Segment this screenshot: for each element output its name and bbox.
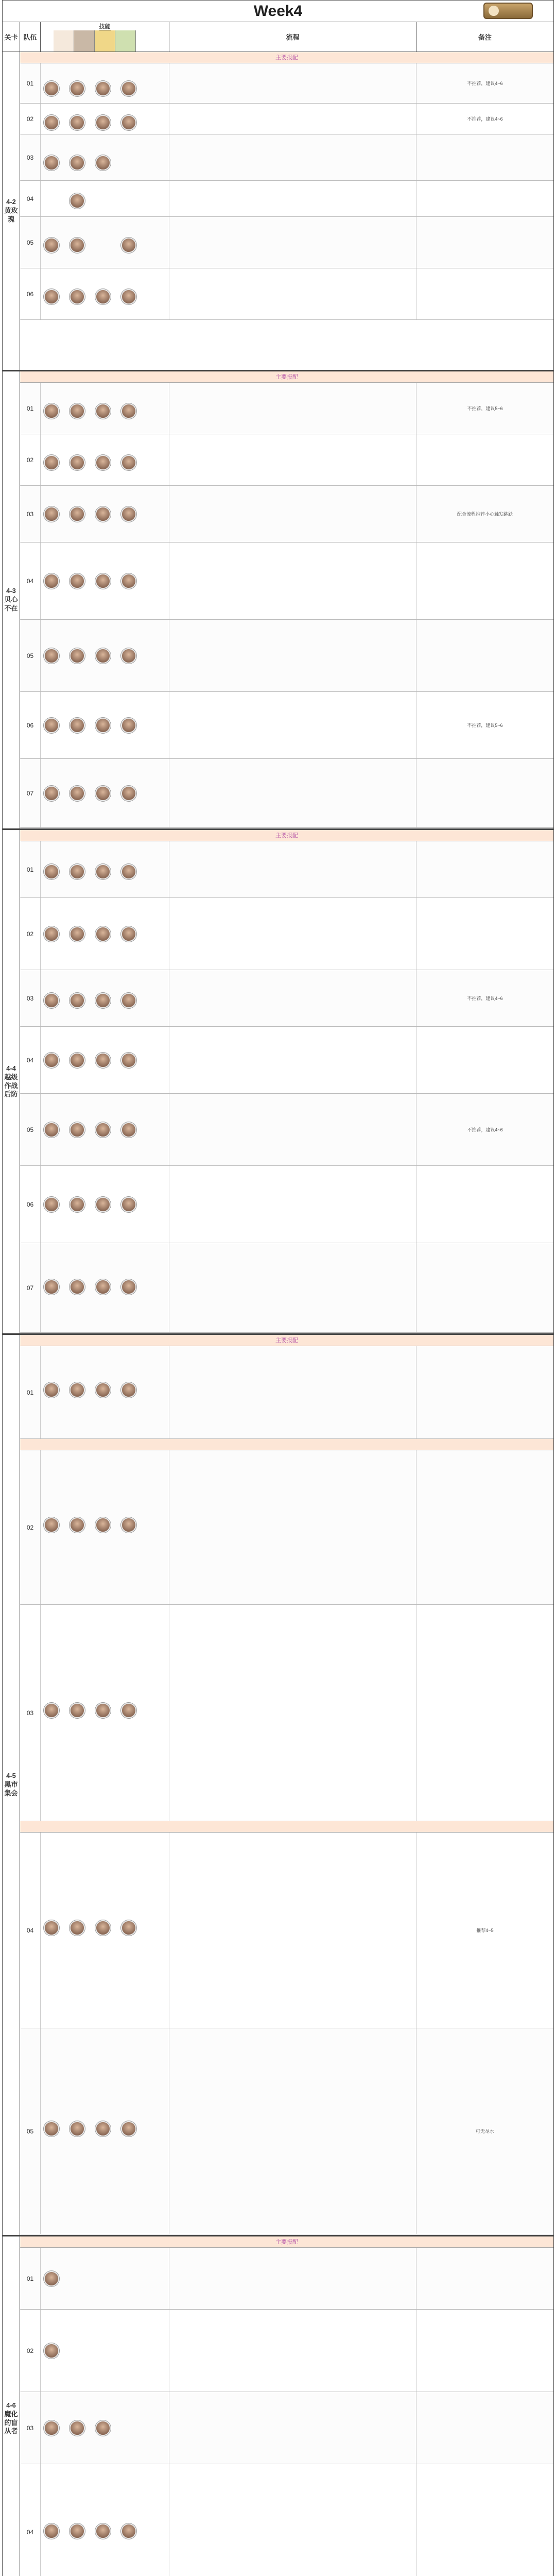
avatar	[121, 926, 136, 942]
row-number: 05	[20, 217, 41, 268]
avatar	[70, 81, 85, 96]
header-flow: 流程	[169, 22, 416, 52]
avatar	[70, 1703, 85, 1718]
team-slot	[41, 2248, 169, 2309]
trait-icon-1	[54, 30, 74, 52]
flow-text	[169, 2028, 416, 2234]
team-slot	[41, 692, 169, 758]
trait-icon-3	[95, 30, 115, 52]
row-note	[416, 2248, 553, 2309]
row-note	[416, 841, 553, 897]
avatar	[95, 289, 111, 304]
flow-text	[169, 692, 416, 758]
team-slot	[41, 181, 169, 216]
page	[2, 0, 554, 2576]
section-name: 4-4 越级作战后防	[3, 830, 20, 1333]
avatar	[121, 115, 136, 130]
row-note	[416, 268, 553, 319]
team-slot	[41, 2028, 169, 2234]
header-notes: 备注	[478, 33, 492, 41]
team-slot	[41, 2310, 169, 2392]
section-banner: 主要报配	[20, 2236, 553, 2248]
row-note	[416, 1450, 553, 1604]
avatar	[44, 718, 59, 733]
avatar	[121, 238, 136, 253]
avatar	[44, 2420, 59, 2436]
section-4-6	[3, 2236, 553, 2576]
team-slot	[41, 620, 169, 691]
avatar	[70, 1517, 85, 1533]
avatar	[70, 289, 85, 304]
avatar	[95, 926, 111, 942]
flow-text	[169, 2464, 416, 2576]
avatar	[44, 238, 59, 253]
row-number: 02	[20, 1450, 41, 1604]
row-note	[416, 620, 553, 691]
avatar	[44, 2271, 59, 2286]
flow-text	[169, 1346, 416, 1438]
avatar	[44, 506, 59, 522]
avatar	[121, 2121, 136, 2137]
avatar	[44, 926, 59, 942]
avatar	[70, 718, 85, 733]
row-note	[416, 1243, 553, 1332]
flow-text	[169, 1094, 416, 1165]
row-number: 02	[20, 898, 41, 970]
avatar	[95, 2420, 111, 2436]
team-slot	[41, 268, 169, 319]
avatar	[70, 573, 85, 589]
flow-text	[169, 1605, 416, 1821]
flow-text	[169, 620, 416, 691]
row-note	[416, 759, 553, 827]
avatar	[95, 1703, 111, 1718]
avatar	[95, 648, 111, 664]
game-logo-icon	[483, 3, 533, 19]
team-slot	[41, 543, 169, 619]
avatar	[44, 289, 59, 304]
list-item[interactable]	[20, 1346, 553, 1439]
section-sub-banner	[20, 1821, 553, 1833]
row-number: 03	[20, 134, 41, 180]
team-slot	[41, 104, 169, 134]
avatar	[44, 2343, 59, 2359]
avatar	[70, 2121, 85, 2137]
row-number: 03	[20, 970, 41, 1026]
avatar	[44, 1122, 59, 1138]
avatar	[121, 864, 136, 879]
avatar	[44, 403, 59, 419]
list-item[interactable]	[20, 63, 553, 104]
avatar	[70, 648, 85, 664]
list-item[interactable]	[20, 2464, 553, 2576]
list-item[interactable]	[20, 1833, 553, 2028]
list-item[interactable]	[20, 1094, 553, 1166]
section-name: 4-5 黑市集会	[3, 1335, 20, 2235]
row-number: 07	[20, 759, 41, 827]
avatar	[44, 1382, 59, 1398]
avatar	[44, 155, 59, 171]
avatar	[95, 1382, 111, 1398]
avatar	[70, 1279, 85, 1295]
list-item[interactable]	[20, 841, 553, 898]
trait-icon-4	[115, 30, 136, 52]
list-item[interactable]	[20, 692, 553, 759]
avatar	[121, 1517, 136, 1533]
flow-text	[169, 2310, 416, 2392]
avatar	[95, 993, 111, 1008]
row-number: 01	[20, 63, 41, 103]
team-slot	[41, 217, 169, 268]
team-slot	[41, 1094, 169, 1165]
avatar	[95, 81, 111, 96]
avatar	[70, 506, 85, 522]
row-note: 配合流程推荐小心触发跳跃	[457, 512, 513, 517]
list-item[interactable]	[20, 434, 553, 486]
list-item[interactable]	[20, 217, 553, 268]
team-slot	[41, 434, 169, 485]
avatar	[44, 1703, 59, 1718]
row-number: 04	[20, 1833, 41, 2028]
row-note	[416, 1605, 553, 1821]
flow-text	[169, 841, 416, 897]
row-note	[416, 2464, 553, 2576]
avatar	[44, 993, 59, 1008]
section-name: 4-6 魔化的盲从者	[3, 2236, 20, 2576]
flow-text	[169, 1833, 416, 2028]
list-item[interactable]	[20, 104, 553, 134]
flow-text	[169, 759, 416, 827]
avatar	[121, 289, 136, 304]
row-number: 06	[20, 268, 41, 319]
avatar	[95, 573, 111, 589]
row-note	[416, 1027, 553, 1093]
page-title: Week4	[253, 2, 303, 20]
avatar	[95, 455, 111, 470]
list-item[interactable]	[20, 1027, 553, 1094]
flow-text	[169, 1450, 416, 1604]
trait-icon-row	[54, 30, 157, 52]
flow-text	[169, 434, 416, 485]
list-item[interactable]	[20, 268, 553, 320]
avatar	[44, 1053, 59, 1068]
avatar	[44, 1920, 59, 1936]
list-item[interactable]	[20, 970, 553, 1027]
avatar	[121, 1197, 136, 1212]
avatar	[70, 1382, 85, 1398]
avatar	[95, 1122, 111, 1138]
row-note: 推荐4~5	[476, 1928, 494, 1933]
avatar	[70, 926, 85, 942]
avatar	[70, 155, 85, 171]
row-number: 05	[20, 620, 41, 691]
avatar	[95, 1920, 111, 1936]
row-note	[416, 2392, 553, 2464]
avatar	[70, 1920, 85, 1936]
avatar	[70, 455, 85, 470]
avatar	[95, 1053, 111, 1068]
avatar	[121, 573, 136, 589]
avatar	[44, 786, 59, 801]
row-number: 06	[20, 692, 41, 758]
flow-text	[169, 134, 416, 180]
avatar	[121, 718, 136, 733]
flow-text	[169, 970, 416, 1026]
flow-text	[169, 2392, 416, 2464]
section-name: 4-2 黄玫瑰	[3, 52, 20, 370]
row-number: 03	[20, 486, 41, 542]
avatar	[70, 2523, 85, 2539]
avatar	[70, 1053, 85, 1068]
team-slot	[41, 759, 169, 827]
row-note	[416, 181, 553, 216]
avatar	[44, 81, 59, 96]
avatar	[121, 648, 136, 664]
row-number: 02	[20, 2310, 41, 2392]
avatar	[44, 573, 59, 589]
avatar	[121, 81, 136, 96]
row-note: 不推荐，建议5~6	[467, 723, 503, 728]
avatar	[95, 1517, 111, 1533]
avatar	[44, 115, 59, 130]
avatar	[121, 455, 136, 470]
team-slot	[41, 486, 169, 542]
avatar	[44, 1517, 59, 1533]
list-item[interactable]	[20, 759, 553, 828]
title-bar	[3, 1, 553, 22]
avatar	[44, 648, 59, 664]
row-number: 01	[20, 383, 41, 434]
list-item[interactable]	[20, 2392, 553, 2464]
avatar	[95, 2121, 111, 2137]
section-banner: 主要报配	[20, 1335, 553, 1346]
row-number: 06	[20, 1166, 41, 1243]
avatar	[95, 403, 111, 419]
flow-text	[169, 486, 416, 542]
flow-text	[169, 181, 416, 216]
list-item[interactable]	[20, 2310, 553, 2392]
list-item[interactable]	[20, 383, 553, 434]
avatar	[121, 2523, 136, 2539]
avatar	[95, 786, 111, 801]
list-item[interactable]	[20, 1450, 553, 1605]
flow-text	[169, 217, 416, 268]
row-number: 04	[20, 1027, 41, 1093]
row-number: 01	[20, 2248, 41, 2309]
trait-icon-2	[74, 30, 95, 52]
team-slot	[41, 1346, 169, 1438]
team-slot	[41, 1605, 169, 1821]
avatar	[70, 115, 85, 130]
section-4-3	[3, 371, 553, 830]
avatar	[121, 993, 136, 1008]
flow-text	[169, 383, 416, 434]
avatar	[70, 786, 85, 801]
avatar	[44, 1279, 59, 1295]
avatar	[95, 2523, 111, 2539]
avatar	[121, 403, 136, 419]
avatar	[95, 506, 111, 522]
list-item[interactable]	[20, 134, 553, 181]
team-slot	[41, 63, 169, 103]
row-number: 01	[20, 1346, 41, 1438]
avatar	[44, 455, 59, 470]
section-name: 4-3 贝心不在	[3, 371, 20, 828]
avatar	[70, 1197, 85, 1212]
team-slot	[41, 383, 169, 434]
avatar	[121, 506, 136, 522]
row-number: 04	[20, 2464, 41, 2576]
flow-text	[169, 543, 416, 619]
list-item[interactable]	[20, 898, 553, 970]
trait-icon-spacer	[136, 30, 157, 52]
avatar	[70, 993, 85, 1008]
avatar	[121, 1122, 136, 1138]
team-slot	[41, 970, 169, 1026]
avatar	[70, 864, 85, 879]
row-number: 04	[20, 543, 41, 619]
table-header	[3, 22, 553, 52]
section-4-5	[3, 1335, 553, 2236]
avatar	[95, 1197, 111, 1212]
avatar	[44, 1197, 59, 1212]
team-slot	[41, 134, 169, 180]
team-slot	[41, 1166, 169, 1243]
avatar	[121, 1703, 136, 1718]
list-item[interactable]	[20, 1605, 553, 1821]
list-item[interactable]	[20, 2028, 553, 2234]
avatar	[70, 238, 85, 253]
list-item[interactable]	[20, 2248, 553, 2310]
section-4-2	[3, 52, 553, 371]
list-item[interactable]	[20, 1166, 553, 1243]
section-banner: 主要报配	[20, 52, 553, 63]
list-item[interactable]	[20, 486, 553, 543]
row-note: 不推荐，建议5~6	[467, 406, 503, 411]
flow-text	[169, 898, 416, 970]
avatar	[121, 786, 136, 801]
team-slot	[41, 898, 169, 970]
team-slot	[41, 2392, 169, 2464]
row-note	[416, 434, 553, 485]
flow-text	[169, 63, 416, 103]
avatar	[70, 1122, 85, 1138]
row-number: 05	[20, 2028, 41, 2234]
section-banner: 主要报配	[20, 371, 553, 383]
list-item[interactable]	[20, 1243, 553, 1333]
team-slot	[41, 1833, 169, 2028]
team-slot	[41, 841, 169, 897]
flow-text	[169, 268, 416, 319]
flow-text	[169, 1027, 416, 1093]
flow-text	[169, 104, 416, 134]
avatar	[95, 864, 111, 879]
avatar	[70, 403, 85, 419]
header-team: 队伍	[20, 22, 41, 52]
avatar	[95, 1279, 111, 1295]
avatar	[95, 718, 111, 733]
avatar	[121, 1382, 136, 1398]
avatar	[44, 2523, 59, 2539]
row-note: 不推荐，建议4~6	[467, 996, 503, 1001]
row-note	[416, 1346, 553, 1438]
row-note: 不推荐，建议4~6	[467, 81, 503, 86]
team-slot	[41, 2464, 169, 2576]
avatar	[95, 155, 111, 171]
header-traits-label: 技能	[99, 22, 111, 30]
avatar	[70, 2420, 85, 2436]
row-note: 可无尽水	[475, 2129, 494, 2134]
avatar	[121, 1053, 136, 1068]
avatar	[95, 115, 111, 130]
row-note	[416, 898, 553, 970]
row-number: 02	[20, 434, 41, 485]
team-slot	[41, 1243, 169, 1332]
row-note	[416, 543, 553, 619]
row-note	[416, 1166, 553, 1243]
flow-text	[169, 2248, 416, 2309]
row-number: 04	[20, 181, 41, 216]
row-note	[416, 2310, 553, 2392]
row-note: 不推荐，建议4~6	[467, 1127, 503, 1132]
row-note: 不推荐，建议4~6	[467, 116, 503, 122]
section-sub-banner	[20, 1439, 553, 1450]
avatar	[44, 864, 59, 879]
row-number: 05	[20, 1094, 41, 1165]
section-4-4	[3, 830, 553, 1335]
row-number: 02	[20, 104, 41, 134]
row-note	[416, 134, 553, 180]
row-number: 01	[20, 841, 41, 897]
header-stage: 关卡	[3, 22, 20, 52]
team-slot	[41, 1027, 169, 1093]
list-item[interactable]	[20, 181, 553, 217]
avatar	[44, 2121, 59, 2137]
team-slot	[41, 1450, 169, 1604]
list-item[interactable]	[20, 543, 553, 620]
avatar	[70, 193, 85, 209]
avatar	[121, 1920, 136, 1936]
list-item[interactable]	[20, 620, 553, 692]
row-number: 07	[20, 1243, 41, 1332]
header-traits	[41, 22, 169, 52]
row-number: 03	[20, 1605, 41, 1821]
avatar	[121, 1279, 136, 1295]
row-note	[416, 217, 553, 268]
flow-text	[169, 1243, 416, 1332]
row-number: 03	[20, 2392, 41, 2464]
flow-text	[169, 1166, 416, 1243]
section-banner: 主要报配	[20, 830, 553, 841]
